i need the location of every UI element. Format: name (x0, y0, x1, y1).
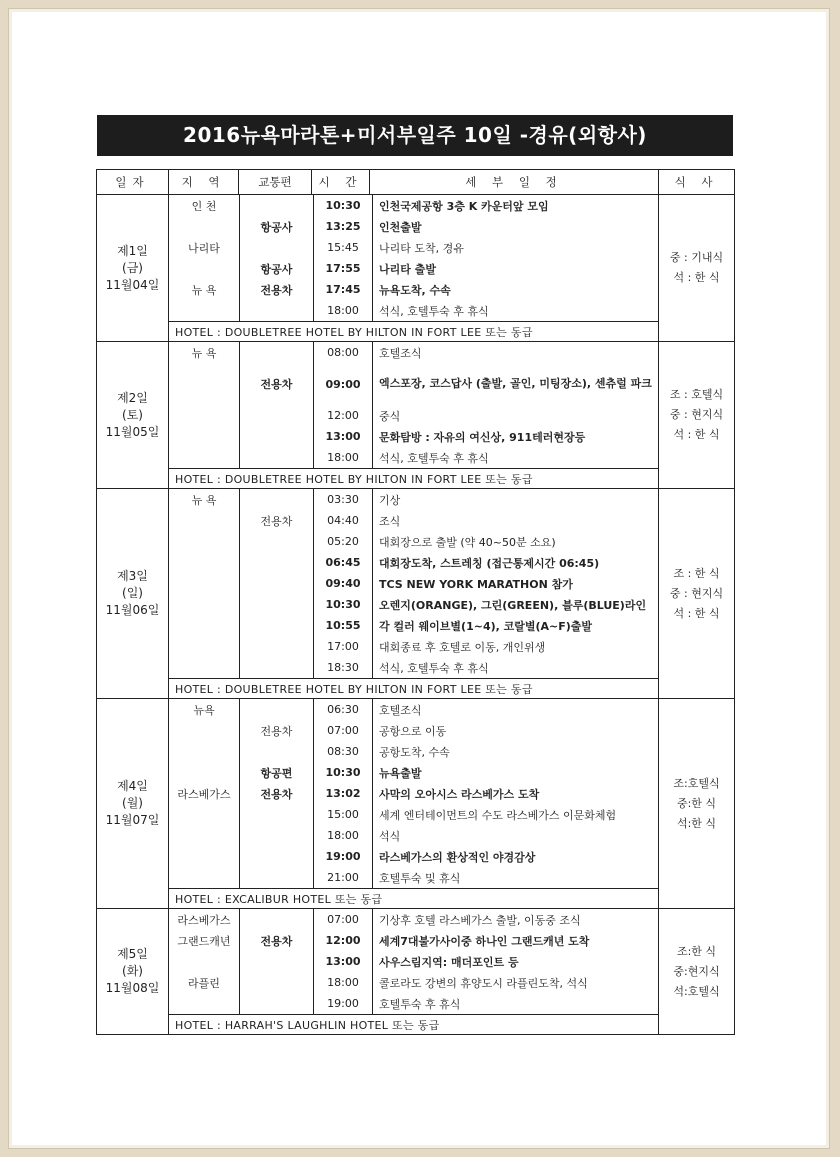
hotel-row (97, 679, 735, 699)
schedule-time: 13:00 (314, 426, 373, 447)
schedule-block (169, 342, 659, 469)
day-day-label: 제5일 (117, 947, 148, 961)
schedule-place (169, 573, 240, 594)
schedule-description: 중식 (373, 405, 659, 426)
day-weekday: (토) (122, 407, 143, 422)
schedule-transport (240, 867, 314, 888)
schedule-description: 석식 (373, 825, 659, 846)
meal-entry: 조:한 식 (676, 944, 717, 958)
hotel-info: HOTEL : DOUBLETREE HOTEL BY HILTON IN FORT LEE 또는 동급 (169, 322, 659, 342)
meal-entry: 조 : 한 식 (673, 566, 720, 580)
schedule-transport (240, 342, 314, 363)
schedule-time: 19:00 (314, 993, 373, 1014)
hotel-info: HOTEL : HARRAH'S LAUGHLIN HOTEL 또는 동급 (169, 1015, 659, 1035)
schedule-place: 뉴 욕 (191, 346, 217, 360)
schedule-item (169, 531, 658, 552)
schedule-transport (240, 804, 314, 825)
hotel-info: HOTEL : DOUBLETREE HOTEL BY HILTON IN FORT LEE 또는 동급 (169, 679, 659, 699)
schedule-item (169, 279, 658, 300)
schedule-time: 13:25 (314, 216, 373, 237)
schedule-place (169, 510, 240, 531)
meal-entry: 석:호텔식 (673, 984, 720, 998)
schedule-transport (240, 447, 314, 468)
schedule-place: 뉴 욕 (191, 283, 217, 297)
schedule-transport (240, 741, 314, 762)
schedule-block (169, 489, 659, 679)
hotel-row (97, 322, 735, 342)
hotel-row (97, 889, 735, 909)
schedule-place (169, 993, 240, 1014)
schedule-place (169, 531, 240, 552)
schedule-description: 대회종료 후 호텔로 이동, 개인위생 (373, 636, 659, 657)
schedule-time: 17:55 (314, 258, 373, 279)
schedule-time: 12:00 (314, 405, 373, 426)
schedule-description: 공항도착, 수속 (373, 741, 659, 762)
schedule-time: 13:02 (314, 783, 373, 804)
schedule-time: 10:30 (314, 594, 373, 615)
schedule-place (169, 615, 240, 636)
schedule-time: 06:30 (314, 699, 373, 720)
schedule-place (169, 552, 240, 573)
schedule-transport (240, 993, 314, 1014)
schedule-time: 07:00 (314, 720, 373, 741)
schedule-place: 뉴욕 (193, 703, 215, 717)
schedule-item (169, 552, 658, 573)
schedule-time: 21:00 (314, 867, 373, 888)
schedule-transport: 항공사 (240, 258, 314, 279)
schedule-item (169, 363, 658, 405)
day-day-label: 제3일 (117, 569, 148, 583)
schedule-item (169, 867, 658, 888)
hotel-row (97, 469, 735, 489)
schedule-place (169, 300, 240, 321)
schedule-description: 호텔투숙 후 휴식 (373, 993, 659, 1014)
schedule-place (169, 741, 240, 762)
schedule-description: 뉴욕출발 (373, 762, 659, 783)
schedule-time: 18:00 (314, 972, 373, 993)
schedule-item (169, 489, 658, 510)
schedule-transport (240, 825, 314, 846)
schedule-description: 인천출발 (373, 216, 659, 237)
schedule-description: 석식, 호텔투숙 후 휴식 (373, 300, 659, 321)
schedule-description: 기상후 호텔 라스베가스 출발, 이동중 조식 (373, 909, 659, 930)
schedule-item (169, 951, 658, 972)
schedule-place (169, 951, 240, 972)
schedule-place (169, 636, 240, 657)
hotel-row (97, 1015, 735, 1035)
schedule-time: 18:00 (314, 300, 373, 321)
itinerary-table (96, 169, 735, 1035)
schedule-block (169, 699, 659, 889)
schedule-place: 인 천 (191, 199, 217, 213)
schedule-item (169, 825, 658, 846)
hotel-info: HOTEL : DOUBLETREE HOTEL BY HILTON IN FORT LEE 또는 동급 (169, 469, 659, 489)
meal-entry: 중 : 현지식 (669, 586, 724, 600)
schedule-description: 엑스포장, 코스답사 (출발, 골인, 미팅장소), 센츄럴 파크 (373, 363, 659, 405)
schedule-transport (240, 573, 314, 594)
schedule-time: 08:30 (314, 741, 373, 762)
schedule-time: 18:30 (314, 657, 373, 678)
meal-entry: 중:현지식 (673, 964, 720, 978)
schedule-description: 대회장도착, 스트레칭 (접근통제시간 06:45) (373, 552, 659, 573)
schedule-description: 세계 엔터테이먼트의 수도 라스베가스 이문화체험 (373, 804, 659, 825)
schedule-transport (240, 972, 314, 993)
schedule-time: 08:00 (314, 342, 373, 363)
schedule-item (169, 405, 658, 426)
header-date: 일자 (97, 170, 169, 195)
schedule-time: 17:45 (314, 279, 373, 300)
day-weekday: (화) (122, 964, 143, 978)
schedule-place (169, 825, 240, 846)
day-weekday: (일) (122, 586, 143, 600)
schedule-item (169, 342, 658, 363)
schedule-time: 15:00 (314, 804, 373, 825)
schedule-place (169, 720, 240, 741)
schedule-transport (240, 300, 314, 321)
schedule-transport (240, 426, 314, 447)
schedule-item (169, 783, 658, 804)
schedule-place: 라스베가스 (177, 913, 231, 927)
schedule-transport: 전용차 (240, 279, 314, 300)
schedule-transport: 전용차 (240, 930, 314, 951)
schedule-item (169, 972, 658, 993)
schedule-time: 18:00 (314, 825, 373, 846)
header-transport: 교통편 (239, 170, 312, 195)
day-row (97, 489, 735, 679)
schedule-description: 문화탐방 : 자유의 여신상, 911테러현장등 (373, 426, 659, 447)
schedule-item (169, 993, 658, 1014)
schedule-item (169, 573, 658, 594)
schedule-place: 뉴 욕 (191, 493, 217, 507)
schedule-time: 12:00 (314, 930, 373, 951)
day-date: 11월08일 (105, 981, 160, 995)
meals-cell (659, 342, 735, 489)
table-header-row (97, 170, 735, 195)
schedule-place (169, 216, 240, 237)
document-title: 2016뉴욕마라톤+미서부일주 10일 -경유(외항사) (97, 115, 733, 156)
schedule-place: 라스베가스 (177, 787, 231, 801)
meals-cell (659, 699, 735, 909)
schedule-description: 조식 (373, 510, 659, 531)
schedule-place: 나리타 (188, 241, 220, 255)
day-date: 11월07일 (105, 813, 160, 827)
schedule-place (169, 846, 240, 867)
schedule-transport (240, 657, 314, 678)
schedule-time: 05:20 (314, 531, 373, 552)
meals-cell (659, 195, 735, 342)
day-date: 11월06일 (105, 603, 160, 617)
schedule-item (169, 762, 658, 783)
schedule-item (169, 216, 658, 237)
schedule-transport (240, 636, 314, 657)
schedule-place (169, 657, 240, 678)
schedule-item (169, 909, 658, 930)
hotel-info: HOTEL : EXCALIBUR HOTEL 또는 동급 (169, 889, 659, 909)
schedule-place (169, 426, 240, 447)
day-day-label: 제4일 (117, 779, 148, 793)
schedule-description: 나리타 도착, 경유 (373, 237, 659, 258)
schedule-place (169, 363, 240, 405)
schedule-time: 10:55 (314, 615, 373, 636)
schedule-description: 호텔조식 (373, 699, 659, 720)
header-region: 지 역 (169, 170, 239, 195)
schedule-block (169, 909, 659, 1015)
schedule-description: 대회장으로 출발 (약 40~50분 소요) (373, 531, 659, 552)
schedule-item (169, 195, 658, 216)
schedule-description: 사우스림지역: 매더포인트 등 (373, 951, 659, 972)
schedule-item (169, 510, 658, 531)
meal-entry: 중 : 현지식 (669, 408, 724, 421)
schedule-item (169, 804, 658, 825)
schedule-description: 공항으로 이동 (373, 720, 659, 741)
schedule-item (169, 930, 658, 951)
schedule-description: 기상 (373, 489, 659, 510)
schedule-item (169, 447, 658, 468)
schedule-time: 17:00 (314, 636, 373, 657)
schedule-description: 인천국제공항 3층 K 카운터앞 모임 (373, 195, 659, 216)
schedule-item (169, 258, 658, 279)
schedule-description: TCS NEW YORK MARATHON 참가 (373, 573, 659, 594)
schedule-transport: 항공사 (240, 216, 314, 237)
schedule-place: 라플린 (188, 976, 220, 990)
schedule-transport (240, 405, 314, 426)
day-row (97, 195, 735, 322)
schedule-transport: 전용차 (240, 720, 314, 741)
day-row (97, 342, 735, 469)
schedule-transport (240, 594, 314, 615)
schedule-transport (240, 489, 314, 510)
meal-entry: 중 : 기내식 (669, 251, 724, 264)
schedule-description: 오렌지(ORANGE), 그린(GREEN), 블루(BLUE)라인 (373, 594, 659, 615)
schedule-description: 석식, 호텔투숙 후 휴식 (373, 447, 659, 468)
schedule-item (169, 426, 658, 447)
schedule-transport: 항공편 (240, 762, 314, 783)
day-weekday: (월) (122, 796, 143, 810)
schedule-transport (240, 195, 314, 216)
schedule-transport: 전용차 (240, 363, 314, 405)
day-day-label: 제2일 (117, 390, 148, 405)
day-day-label: 제1일 (117, 243, 148, 258)
schedule-block (169, 195, 659, 322)
schedule-transport (240, 615, 314, 636)
schedule-item (169, 720, 658, 741)
schedule-item (169, 300, 658, 321)
schedule-time: 15:45 (314, 237, 373, 258)
day-cell (97, 489, 169, 699)
meal-entry: 석:한 식 (676, 816, 717, 830)
meal-entry: 조 : 호텔식 (669, 388, 724, 401)
schedule-place (169, 867, 240, 888)
schedule-transport (240, 531, 314, 552)
schedule-item (169, 237, 658, 258)
schedule-place: 그랜드캐년 (177, 934, 231, 948)
schedule-time: 04:40 (314, 510, 373, 531)
schedule-transport: 전용차 (240, 783, 314, 804)
day-cell (97, 195, 169, 342)
schedule-time: 09:00 (314, 363, 373, 405)
meals-cell (659, 489, 735, 699)
schedule-place (169, 804, 240, 825)
meal-entry: 조:호텔식 (673, 776, 720, 790)
day-date: 11월04일 (105, 277, 160, 292)
schedule-time: 03:30 (314, 489, 373, 510)
schedule-description: 각 컬러 웨이브별(1~4), 코랄별(A~F)출발 (373, 615, 659, 636)
schedule-item (169, 615, 658, 636)
schedule-item (169, 846, 658, 867)
meal-entry: 석 : 한 식 (673, 606, 720, 620)
meals-cell (659, 909, 735, 1035)
day-row (97, 909, 735, 1015)
schedule-time: 10:30 (314, 762, 373, 783)
schedule-item (169, 699, 658, 720)
schedule-transport (240, 951, 314, 972)
header-meals: 식 사 (659, 170, 735, 195)
day-cell (97, 342, 169, 489)
schedule-time: 10:30 (314, 195, 373, 216)
schedule-item (169, 636, 658, 657)
schedule-time: 06:45 (314, 552, 373, 573)
schedule-description: 나리타 출발 (373, 258, 659, 279)
schedule-description: 석식, 호텔투숙 후 휴식 (373, 657, 659, 678)
schedule-description: 라스베가스의 환상적인 야경감상 (373, 846, 659, 867)
meal-entry: 석 : 한 식 (673, 428, 720, 441)
schedule-description: 호텔조식 (373, 342, 659, 363)
header-time: 시 간 (312, 170, 370, 195)
meal-entry: 중:한 식 (676, 796, 717, 810)
header-schedule: 세 부 일 정 (370, 170, 659, 195)
schedule-place (169, 594, 240, 615)
day-date: 11월05일 (105, 424, 160, 439)
meal-entry: 석 : 한 식 (673, 271, 720, 284)
schedule-description: 호텔투숙 및 휴식 (373, 867, 659, 888)
schedule-place (169, 762, 240, 783)
schedule-transport (240, 699, 314, 720)
schedule-time: 19:00 (314, 846, 373, 867)
schedule-time: 18:00 (314, 447, 373, 468)
schedule-transport (240, 846, 314, 867)
schedule-description: 사막의 오아시스 라스베가스 도착 (373, 783, 659, 804)
schedule-transport (240, 237, 314, 258)
day-cell (97, 909, 169, 1035)
schedule-place (169, 405, 240, 426)
schedule-description: 세계7대불가사이중 하나인 그랜드캐년 도착 (373, 930, 659, 951)
schedule-transport: 전용차 (240, 510, 314, 531)
schedule-transport (240, 552, 314, 573)
schedule-place (169, 258, 240, 279)
schedule-time: 07:00 (314, 909, 373, 930)
schedule-time: 09:40 (314, 573, 373, 594)
schedule-item (169, 657, 658, 678)
day-cell (97, 699, 169, 909)
day-weekday: (금) (122, 260, 143, 275)
schedule-description: 뉴욕도착, 수속 (373, 279, 659, 300)
schedule-time: 13:00 (314, 951, 373, 972)
schedule-item (169, 594, 658, 615)
schedule-transport (240, 909, 314, 930)
schedule-description: 콜로라도 강변의 휴양도시 라플린도착, 석식 (373, 972, 659, 993)
schedule-item (169, 741, 658, 762)
day-row (97, 699, 735, 889)
schedule-place (169, 447, 240, 468)
